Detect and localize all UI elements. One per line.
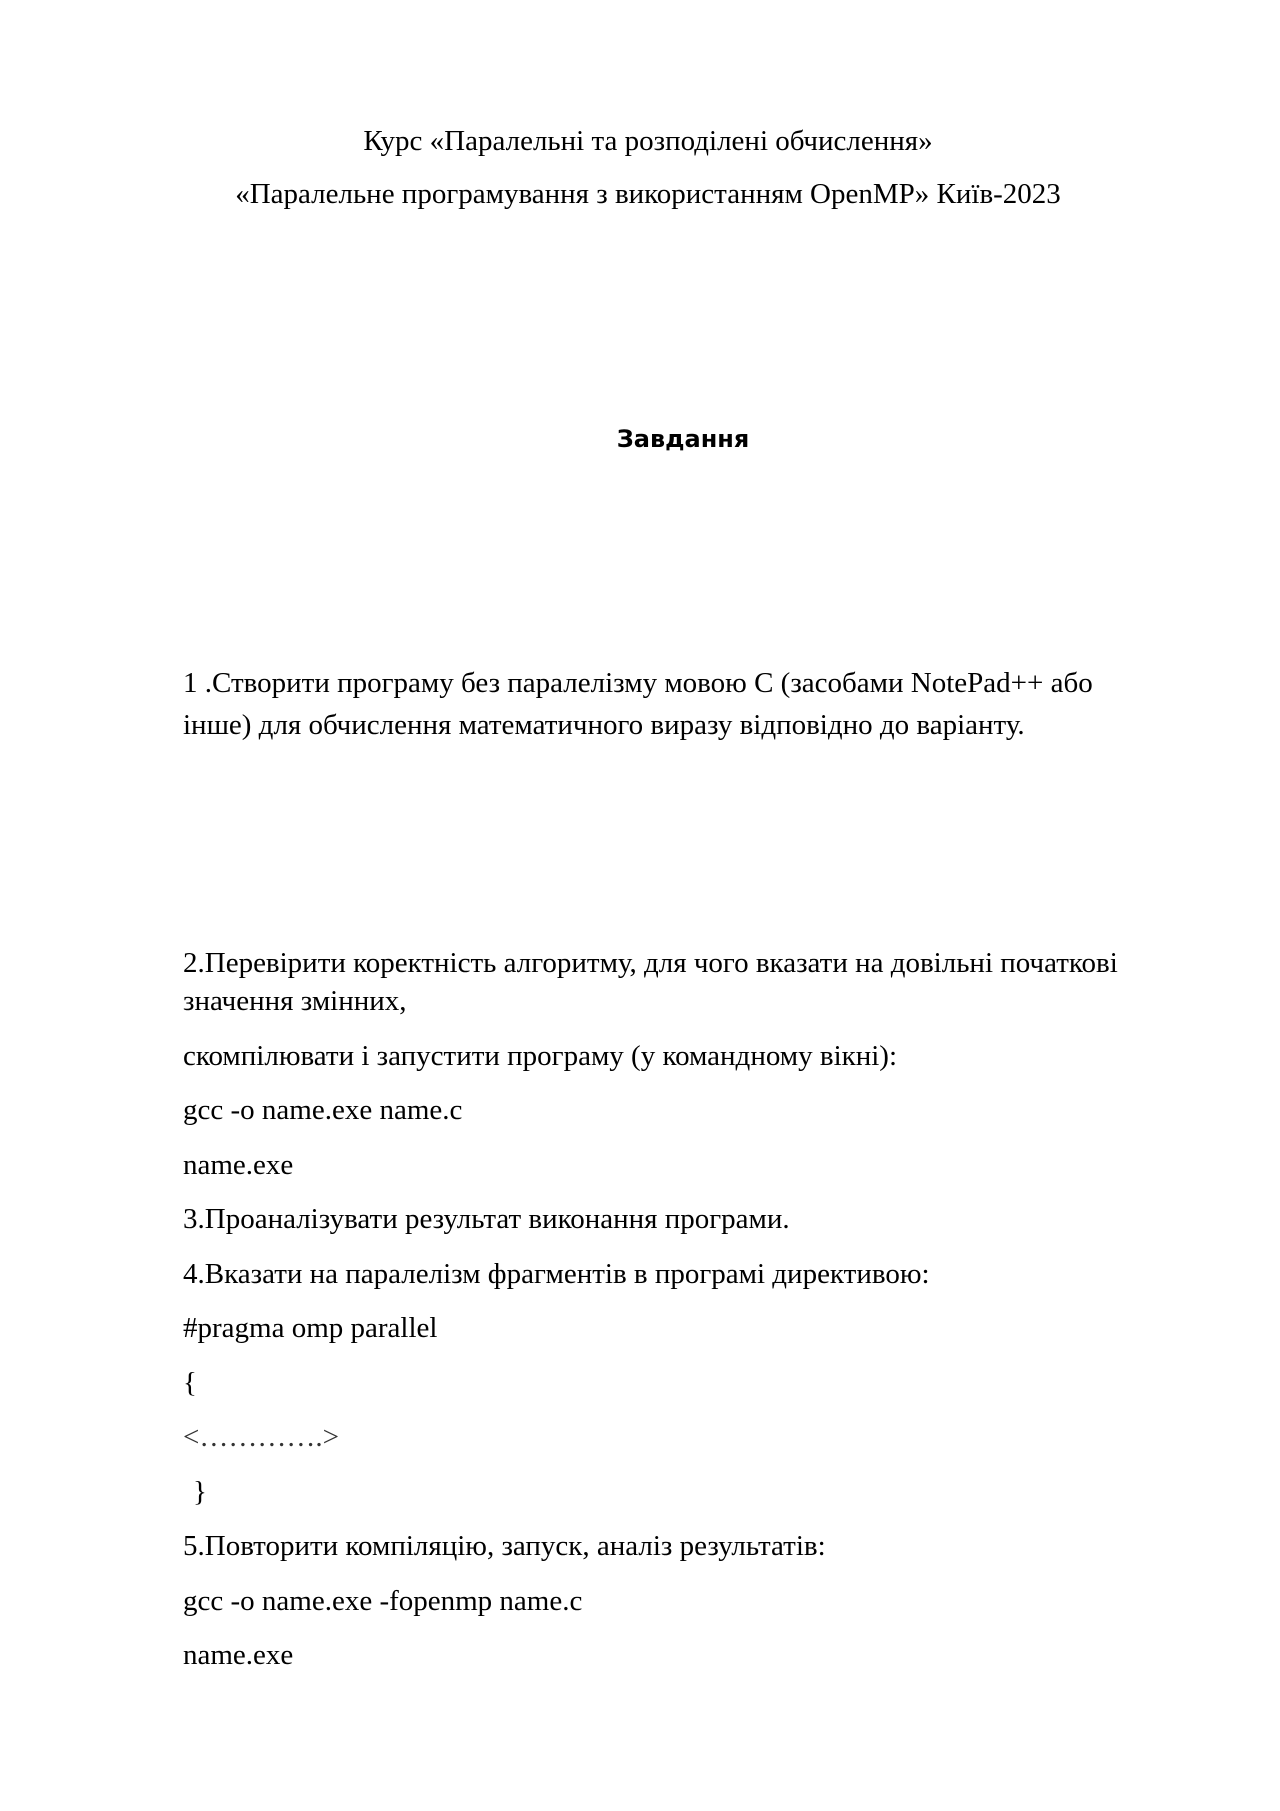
code-placeholder: <………….> xyxy=(183,1421,339,1453)
step2-line3: скомпілювати і запустити програму (у командному вікні): xyxy=(183,1040,898,1072)
course-title: Курс «Паралельні та розподілені обчислення» xyxy=(363,125,933,157)
run-command-1: name.exe xyxy=(183,1149,294,1181)
compile-command-2: gcc -o name.exe -fopenmp name.c xyxy=(183,1585,583,1617)
pragma-directive: #pragma omp parallel xyxy=(183,1312,438,1344)
step5-text: 5.Повторити компіляцію, запуск, аналіз результатів: xyxy=(183,1530,826,1562)
brace-close: } xyxy=(193,1476,207,1508)
step1-line1: 1 .Створити програму без паралелізму мовою С (засобами NotePad++ або xyxy=(183,667,1093,699)
step2-line1: 2.Перевірити коректність алгоритму, для чого вказати на довільні початкові xyxy=(183,947,1118,979)
step4-text: 4.Вказати на паралелізм фрагментів в програмі директивою: xyxy=(183,1258,930,1290)
brace-open: { xyxy=(183,1367,197,1399)
run-command-2: name.exe xyxy=(183,1639,294,1671)
step1-line2: інше) для обчислення математичного виразу відповідно до варіанту. xyxy=(183,709,1025,741)
step2-line2: значення змінних, xyxy=(183,985,407,1017)
course-subtitle: «Паралельне програмування з використанням OpenMP» Київ-2023 xyxy=(235,178,1061,210)
compile-command-1: gcc -o name.exe name.c xyxy=(183,1094,463,1126)
step3-text: 3.Проаналізувати результат виконання програми. xyxy=(183,1203,790,1235)
tasks-heading: Завдання xyxy=(616,425,750,453)
